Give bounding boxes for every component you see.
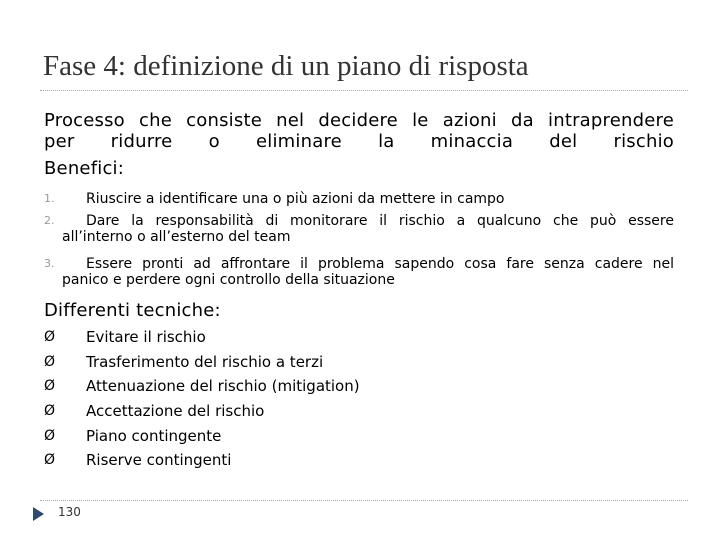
list-number: 2. xyxy=(44,214,55,227)
intro-line-1: Processo che consiste nel decidere le azioni da intraprendere xyxy=(44,110,674,131)
benefit-text: Essere pronti ad affrontare il problema sapendo cosa fare senza cadere nel xyxy=(86,256,674,272)
tecnica-text: Attenuazione del rischio (mitigation) xyxy=(86,377,360,396)
intro-line-2: per ridurre o eliminare la minaccia del rischio xyxy=(44,131,674,152)
tecniche-heading: Differenti tecniche: xyxy=(44,300,221,321)
benefit-item xyxy=(44,188,674,210)
tecniche-list xyxy=(44,325,644,473)
arrow-bullet-icon: Ø xyxy=(44,427,56,444)
page-number: 130 xyxy=(58,505,81,519)
benefit-item xyxy=(44,253,674,288)
tecnica-text: Evitare il rischio xyxy=(86,328,206,346)
intro-paragraph xyxy=(44,110,674,152)
tecnica-text: Riserve contingenti xyxy=(86,451,232,470)
list-item xyxy=(44,448,644,473)
benefit-text-continuation: panico e perdere ogni controllo della situazione xyxy=(62,272,395,288)
footer-divider xyxy=(40,500,688,501)
arrow-bullet-icon: Ø xyxy=(44,378,56,395)
list-number: 3. xyxy=(44,257,55,270)
list-item xyxy=(44,399,644,424)
arrow-bullet-icon: Ø xyxy=(44,403,56,420)
arrow-bullet-icon: Ø xyxy=(44,329,56,345)
slide-title: Fase 4: definizione di un piano di risposta xyxy=(43,50,529,82)
triangle-marker-icon xyxy=(33,507,44,521)
tecnica-text: Accettazione del rischio xyxy=(86,402,265,421)
list-item xyxy=(44,350,644,375)
title-divider xyxy=(40,90,688,91)
tecnica-text: Trasferimento del rischio a terzi xyxy=(86,352,324,371)
benefit-text: Riuscire a identificare una o più azioni da mettere in campo xyxy=(86,191,505,207)
tecnica-text: Piano contingente xyxy=(86,426,222,445)
benefit-item xyxy=(44,210,674,245)
arrow-bullet-icon: Ø xyxy=(44,452,56,469)
list-item xyxy=(44,424,644,449)
list-item xyxy=(44,325,644,350)
arrow-bullet-icon: Ø xyxy=(44,353,56,370)
benefici-heading: Benefici: xyxy=(44,158,125,179)
benefit-text-continuation: all’interno o all’esterno del team xyxy=(62,229,291,245)
list-item xyxy=(44,374,644,399)
benefit-text: Dare la responsabilità di monitorare il rischio a qualcuno che può essere xyxy=(86,213,674,229)
list-number: 1. xyxy=(44,192,55,205)
